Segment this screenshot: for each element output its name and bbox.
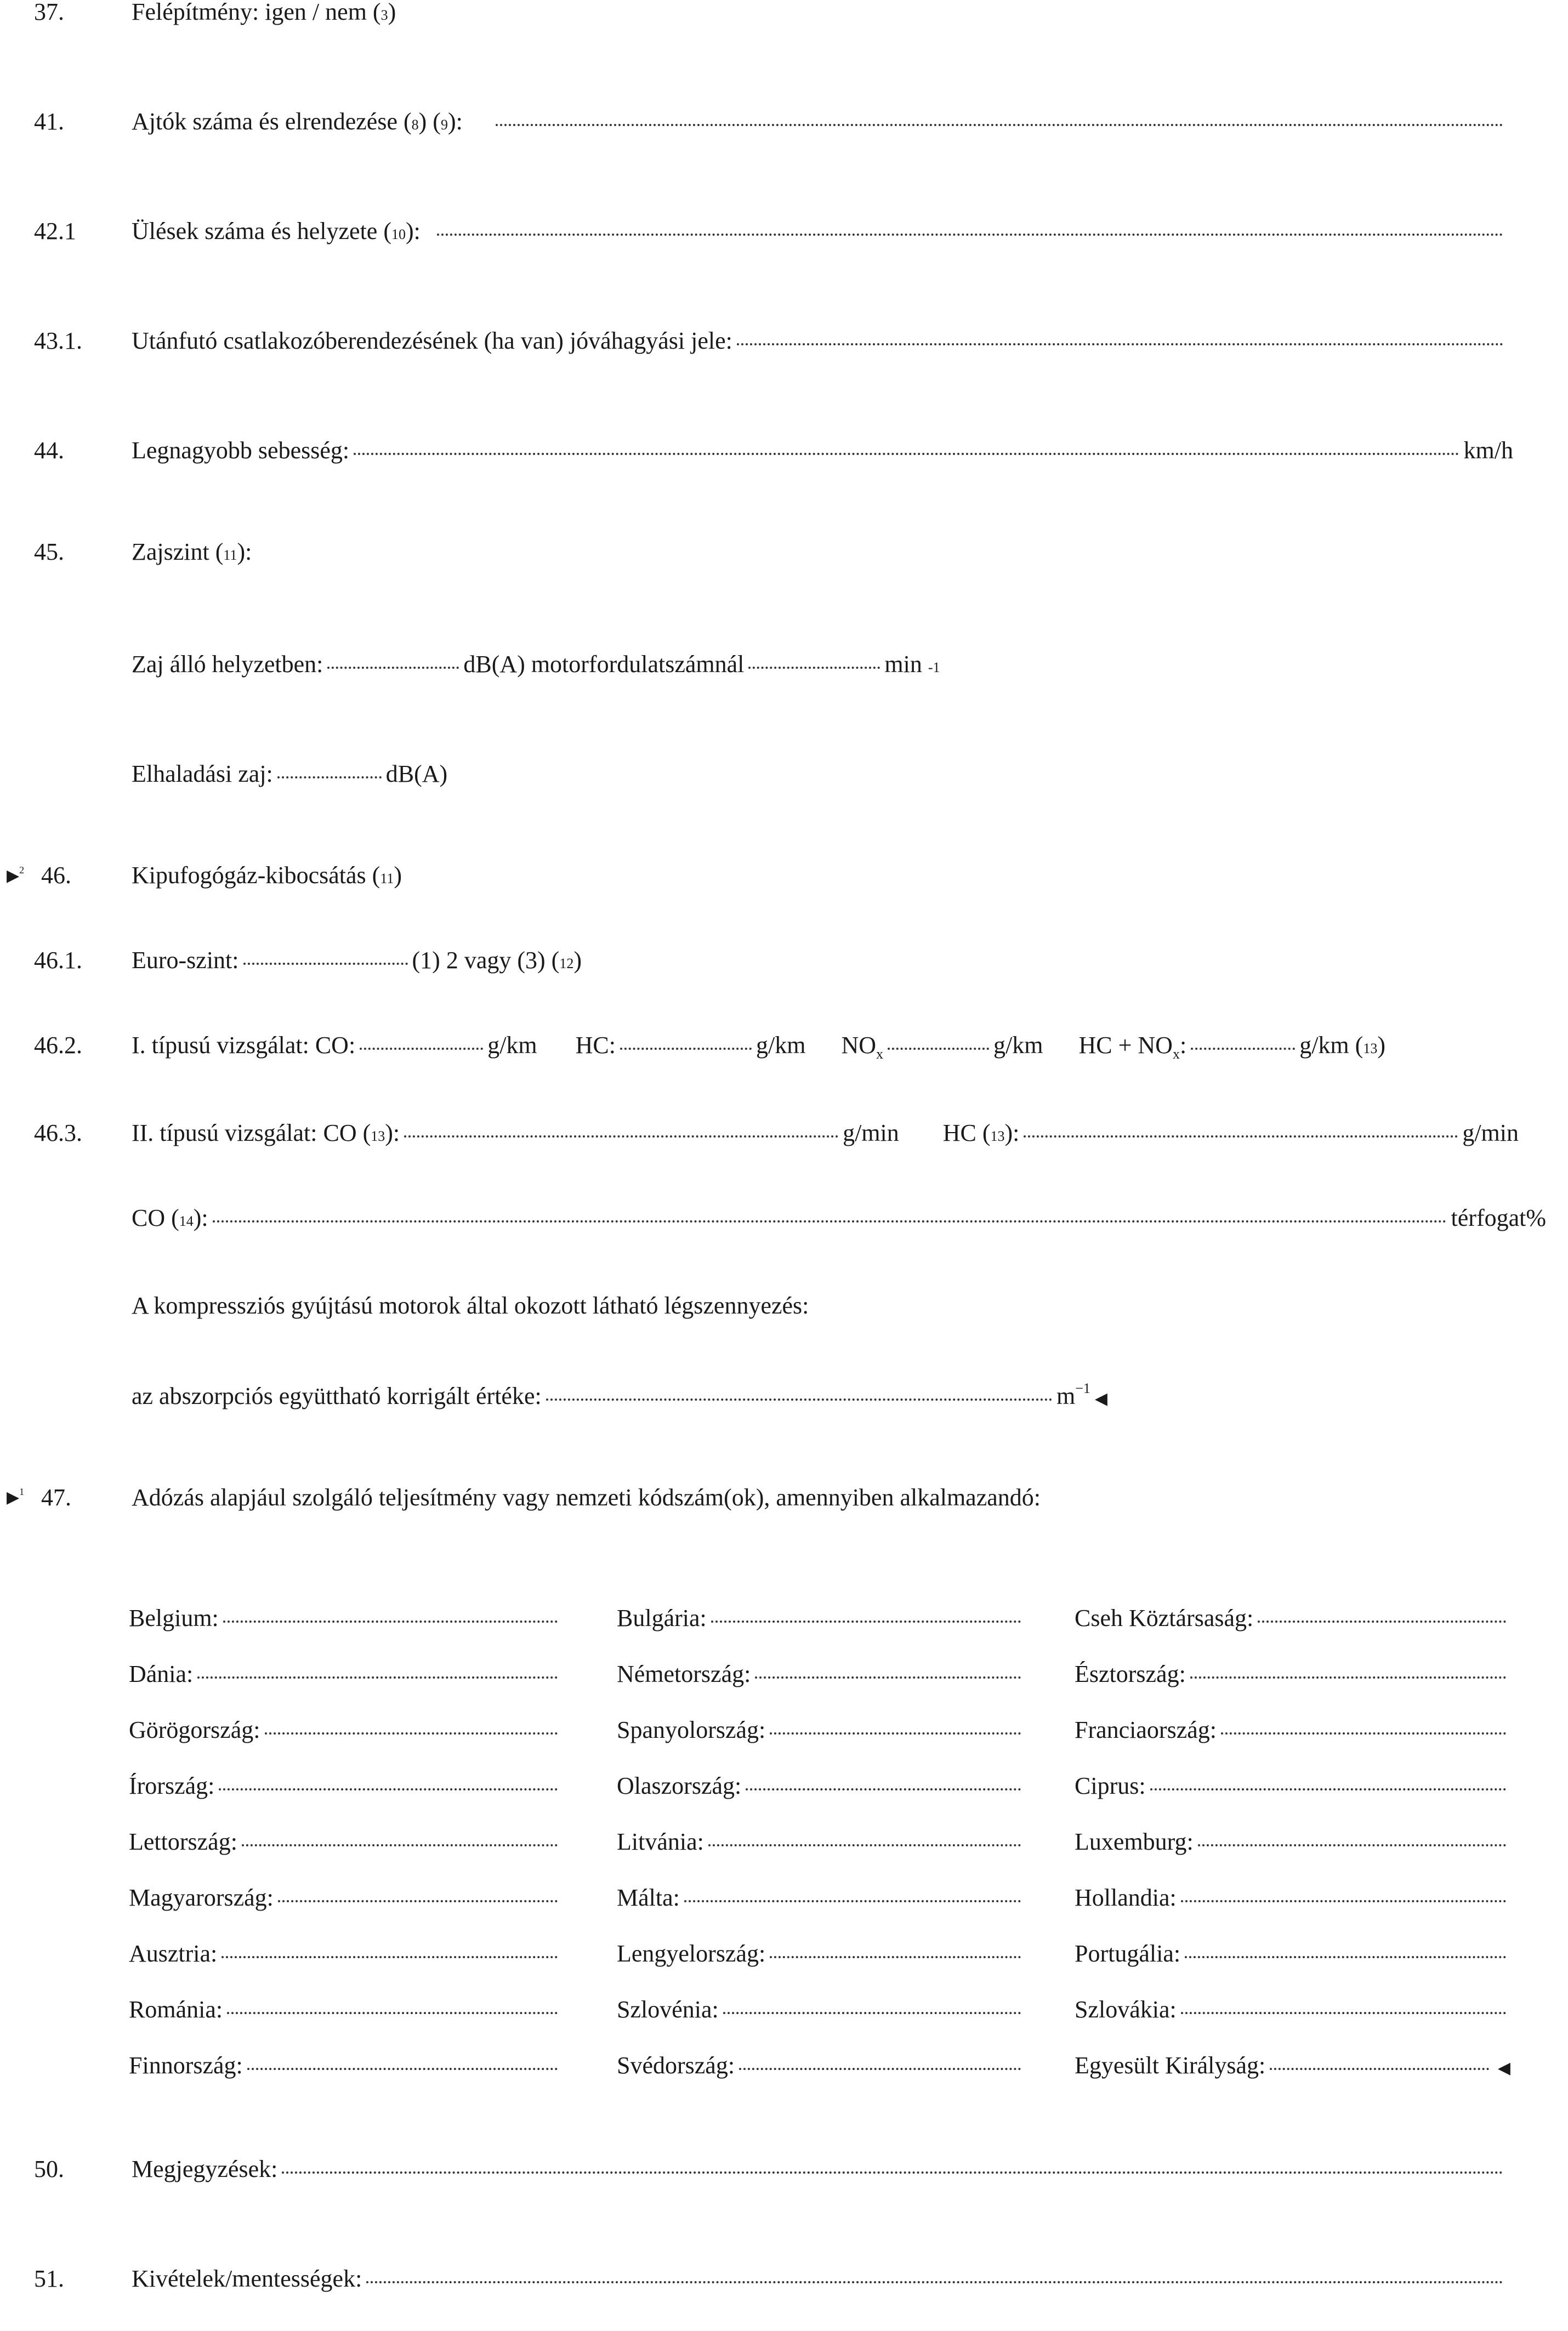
item-47 — [132, 1486, 1041, 1510]
country-label: Portugália: — [1075, 1940, 1181, 1967]
fill-in-field[interactable] — [282, 2171, 1503, 2174]
amendment-marker: ▶$^2$ — [7, 865, 25, 885]
item-43-number: 43.1. — [34, 327, 82, 354]
unit-label: g/min — [843, 1119, 899, 1146]
fill-in-field[interactable] — [221, 1956, 558, 1958]
country-entry — [1075, 1998, 1510, 2022]
country-label: Ausztria: — [129, 1940, 218, 1967]
visible-pollution-heading: A kompressziós gyújtású motorok által okozott látható légszennyezés: — [132, 1292, 809, 1319]
item-51 — [132, 2267, 1508, 2291]
country-entry — [1075, 1886, 1510, 1910]
country-entry — [129, 1886, 562, 1910]
item-44-number: 44. — [34, 437, 64, 464]
unit-label: g/km — [756, 1032, 806, 1059]
country-label: Lettország: — [129, 1828, 237, 1855]
footnote-ref: 13 — [990, 1128, 1005, 1144]
unit-label: g/km — [993, 1032, 1043, 1059]
country-label: Észtország: — [1075, 1661, 1186, 1687]
fill-in-field[interactable] — [437, 234, 1503, 236]
country-label: Bulgária: — [617, 1605, 707, 1631]
unit-label: térfogat% — [1451, 1204, 1546, 1231]
country-entry — [617, 1606, 1025, 1630]
drive-by-noise-label: Elhaladási zaj: — [132, 760, 273, 787]
country-label: Franciaország: — [1075, 1716, 1217, 1743]
item-46-1-number: 46.1. — [34, 947, 82, 974]
fill-in-field[interactable] — [360, 1048, 483, 1050]
country-entry — [617, 1718, 1025, 1742]
country-label: Olaszország: — [617, 1772, 742, 1799]
country-entry — [1075, 1662, 1510, 1686]
fill-in-field[interactable] — [1191, 1048, 1295, 1050]
item-46-2-number: 46.2. — [34, 1032, 82, 1059]
item-41-number: 41. — [34, 108, 64, 135]
fill-in-field[interactable] — [1024, 1135, 1458, 1138]
country-entry — [1075, 2054, 1510, 2078]
item-37-label: Felépítmény: igen / nem ( — [132, 0, 381, 25]
country-label: Szlovákia: — [1075, 1996, 1177, 2023]
country-entry — [129, 1662, 562, 1686]
country-label: Lengyelország: — [617, 1940, 766, 1967]
stationary-noise: Zaj álló helyzetben: dB(A) motorfordulatszámnál min -1 — [132, 651, 940, 678]
fill-in-field[interactable] — [265, 1732, 558, 1735]
amendment-end-marker: ◀ — [1497, 2059, 1510, 2077]
fill-in-field[interactable] — [770, 1732, 1021, 1735]
fill-in-field[interactable] — [739, 2068, 1021, 2070]
country-entry — [129, 1942, 562, 1966]
amendment-end-marker: ◀ — [1094, 1390, 1107, 1408]
fill-in-field[interactable] — [620, 1048, 752, 1050]
fill-in-field[interactable] — [1181, 1900, 1506, 1902]
country-label: Cseh Köztársaság: — [1075, 1605, 1254, 1631]
fill-in-field[interactable] — [1270, 2068, 1489, 2070]
fill-in-field[interactable] — [546, 1398, 1052, 1401]
country-entry — [129, 1830, 562, 1854]
item-46-3-label: II. típusú vizsgálat: CO ( — [132, 1119, 371, 1146]
country-entry — [129, 1718, 562, 1742]
footnote-ref: 12 — [559, 956, 574, 971]
absorption-coefficient — [132, 1381, 1107, 1408]
item-46-3: II. típusú vizsgálat: CO ( 13 ): g/min HC ( 13 ): g/min — [132, 1119, 1519, 1146]
item-37-number: 37. — [34, 0, 64, 25]
country-entry — [617, 2054, 1025, 2078]
fill-in-field[interactable] — [496, 124, 1503, 126]
country-label: Dánia: — [129, 1661, 194, 1687]
fill-in-field[interactable] — [1181, 2012, 1506, 2014]
country-label: Belgium: — [129, 1605, 219, 1631]
country-entry — [1075, 1942, 1510, 1966]
country-entry — [1075, 1830, 1510, 1854]
fill-in-field[interactable] — [277, 776, 382, 778]
item-42: Ülések száma és helyzete ( 10 ): — [132, 219, 1508, 243]
fill-in-field[interactable] — [684, 1900, 1021, 1902]
country-label: Németország: — [617, 1661, 751, 1687]
footnote-ref: 14 — [179, 1213, 194, 1229]
fill-in-field[interactable] — [1198, 1844, 1506, 1846]
fill-in-field[interactable] — [247, 2068, 558, 2070]
absorption-coefficient-label: az abszorpciós együttható korrigált értéke: — [132, 1383, 542, 1409]
country-label: Görögország: — [129, 1716, 260, 1743]
country-entry — [617, 1942, 1025, 1966]
unit-label: dB(A) — [385, 760, 448, 787]
item-47-number: 47. — [41, 1484, 71, 1511]
item-43-label: Utánfutó csatlakozóberendezésének (ha van) jóváhagyási jele: — [132, 327, 732, 354]
fill-in-field[interactable] — [755, 1676, 1021, 1679]
country-label: Luxemburg: — [1075, 1828, 1194, 1855]
footnote-ref: 13 — [371, 1128, 385, 1144]
country-entry — [129, 1774, 562, 1798]
fill-in-field[interactable] — [748, 667, 880, 669]
country-entry — [1075, 1606, 1510, 1630]
drive-by-noise — [132, 762, 447, 786]
fill-in-field[interactable] — [1150, 1788, 1506, 1790]
fill-in-field[interactable] — [366, 2281, 1503, 2283]
country-label: Egyesült Királyság: — [1075, 2052, 1266, 2079]
unit-label: g/km — [487, 1032, 537, 1059]
country-entry — [129, 2054, 562, 2078]
footnote-ref: 9 — [440, 117, 448, 133]
country-entry — [617, 1830, 1025, 1854]
item-50-label: Megjegyzések: — [132, 2156, 278, 2182]
fill-in-field[interactable] — [1185, 1956, 1506, 1958]
country-label: Finnország: — [129, 2052, 243, 2079]
fill-in-field[interactable] — [711, 1621, 1021, 1623]
item-50 — [132, 2157, 1508, 2181]
fill-in-field[interactable] — [242, 1844, 558, 1846]
item-44 — [132, 439, 1513, 463]
fill-in-field[interactable] — [197, 1676, 558, 1679]
fill-in-field[interactable] — [327, 667, 459, 669]
unit-label: $m^{-1}$ — [1056, 1380, 1090, 1409]
country-entry — [617, 1886, 1025, 1910]
fill-in-field[interactable] — [1221, 1732, 1506, 1735]
fill-in-field[interactable] — [1258, 1621, 1506, 1623]
item-47-label: Adózás alapjául szolgáló teljesítmény vagy nemzeti kódszám(ok), amennyiben alkalmazandó: — [132, 1484, 1041, 1511]
item-46-1-label: Euro-szint: — [132, 947, 239, 974]
item-46-label: Kipufogógáz-kibocsátás ( — [132, 862, 380, 889]
unit-label: min — [884, 651, 922, 678]
footnote-ref: 11 — [223, 547, 237, 563]
fill-in-field[interactable] — [404, 1135, 838, 1138]
country-label: Magyarország: — [129, 1884, 274, 1911]
fill-in-field[interactable] — [227, 2012, 558, 2014]
country-entry — [1075, 1718, 1510, 1742]
item-43 — [132, 329, 1508, 353]
footnote-ref: 11 — [380, 871, 394, 886]
fill-in-field[interactable] — [746, 1788, 1021, 1790]
amendment-marker: ▶$^1$ — [7, 1486, 25, 1506]
fill-in-field[interactable] — [737, 343, 1503, 345]
unit-label: km/h — [1463, 437, 1513, 464]
fill-in-field[interactable] — [219, 1788, 558, 1790]
item-44-label: Legnagyobb sebesség: — [132, 437, 350, 464]
item-41-label: Ajtók száma és elrendezése ( — [132, 108, 412, 135]
item-46-3-number: 46.3. — [34, 1119, 82, 1146]
fill-in-field[interactable] — [223, 1621, 558, 1623]
country-label: Litvánia: — [617, 1828, 704, 1855]
item-45: Zajszint ( 11 ): — [132, 538, 252, 565]
item-37: Felépítmény: igen / nem ( 3 ) — [132, 0, 396, 25]
fill-in-field[interactable] — [213, 1220, 1447, 1223]
footnote-ref: 3 — [380, 7, 388, 23]
fill-in-field[interactable] — [888, 1048, 989, 1050]
country-label: Spanyolország: — [617, 1716, 766, 1743]
country-label: Románia: — [129, 1996, 223, 2023]
item-51-label: Kivételek/mentességek: — [132, 2265, 362, 2292]
country-entry — [129, 1998, 562, 2022]
item-45-label: Zajszint ( — [132, 538, 224, 565]
item-46-2: I. típusú vizsgálat: CO: g/km HC: g/km $NO_x$ g/km HC + $NO_x$: g/km ( 13 ) — [132, 1032, 1385, 1062]
item-46-1: Euro-szint: (1) 2 vagy (3) ( 12 ) — [132, 947, 582, 974]
footnote-ref: 10 — [391, 226, 406, 242]
fill-in-field[interactable] — [278, 1900, 558, 1902]
fill-in-field[interactable] — [770, 1956, 1021, 1958]
item-51-number: 51. — [34, 2265, 64, 2292]
country-label: Svédország: — [617, 2052, 735, 2079]
country-entry — [1075, 1774, 1510, 1798]
country-label: Málta: — [617, 1884, 680, 1911]
item-46-2-label: I. típusú vizsgálat: CO: — [132, 1032, 356, 1059]
item-41: Ajtók száma és elrendezése ( 8 ) ( 9 ): — [132, 110, 1508, 134]
item-45-number: 45. — [34, 538, 64, 565]
fill-in-field[interactable] — [723, 2012, 1021, 2014]
country-label: Ciprus: — [1075, 1772, 1146, 1799]
country-label: Hollandia: — [1075, 1884, 1177, 1911]
country-entry — [129, 1606, 562, 1630]
fill-in-field[interactable] — [354, 453, 1459, 455]
country-entry — [617, 1662, 1025, 1686]
item-46: Kipufogógáz-kibocsátás ( 11 ) — [132, 862, 402, 889]
stationary-noise-label: Zaj álló helyzetben: — [132, 651, 323, 678]
country-entry — [617, 1998, 1025, 2022]
footnote-ref: 8 — [411, 117, 419, 133]
fill-in-field[interactable] — [708, 1844, 1021, 1846]
unit-label: g/min — [1462, 1119, 1519, 1146]
item-50-number: 50. — [34, 2156, 64, 2182]
fill-in-field[interactable] — [243, 963, 408, 965]
country-label: Szlovénia: — [617, 1996, 719, 2023]
item-42-label: Ülések száma és helyzete ( — [132, 218, 391, 245]
fill-in-field[interactable] — [1190, 1676, 1506, 1679]
country-label: Írország: — [129, 1772, 215, 1799]
co-volume-label: CO ( — [132, 1204, 179, 1231]
unit-label: g/km ( — [1299, 1032, 1364, 1059]
co-volume: CO ( 14 ): térfogat% — [132, 1204, 1546, 1231]
footnote-ref: 13 — [1363, 1041, 1378, 1056]
country-entry — [617, 1774, 1025, 1798]
item-42-number: 42.1 — [34, 218, 76, 245]
item-46-number: 46. — [41, 862, 71, 889]
